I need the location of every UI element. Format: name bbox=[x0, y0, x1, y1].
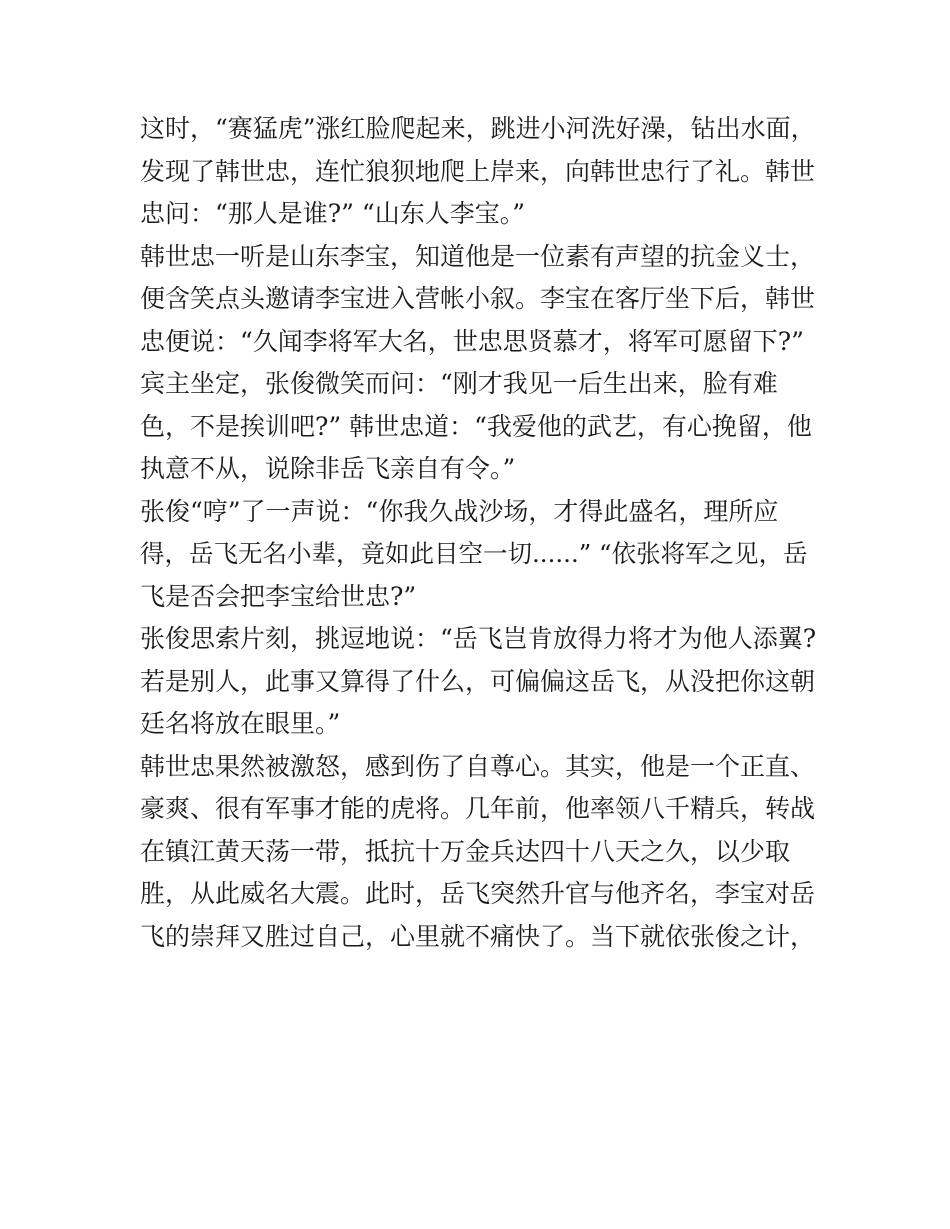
text-line: 廷名将放在眼里。” bbox=[140, 709, 341, 738]
text-line: 若是别人，此事又算得了什么，可偏偏这岳飞，从没把你这朝 bbox=[140, 666, 816, 696]
text-line: 得，岳飞无名小辈，竟如此目空一切......” “依张将军之见，岳 bbox=[140, 539, 808, 568]
text-line: 发现了韩世忠，连忙狼狈地爬上岸来，向韩世忠行了礼。韩世 bbox=[140, 156, 816, 186]
body-text bbox=[140, 108, 820, 958]
text-line: 飞是否会把李宝给世忠?” bbox=[140, 581, 417, 611]
text-line: 执意不从，说除非岳飞亲自有令。” bbox=[140, 454, 516, 483]
text-line: 便含笑点头邀请李宝进入营帐小叙。李宝在客厅坐下后，韩世 bbox=[140, 284, 816, 313]
text-line: 忠便说：“久闻李将军大名，世忠思贤慕才，将军可愿留下?” bbox=[140, 326, 804, 356]
text-line: 韩世忠一听是山东李宝，知道他是一位素有声望的抗金义士， bbox=[140, 241, 816, 271]
text-line: 张俊“哼”了一声说：“你我久战沙场，才得此盛名，理所应 bbox=[140, 496, 779, 526]
text-line: 在镇江黄天荡一带，抵抗十万金兵达四十八天之久，以少取 bbox=[140, 836, 791, 866]
text-line: 忠问：“那人是谁?” “山东人李宝。” bbox=[140, 199, 525, 228]
text-line: 色，不是挨训吧?” 韩世忠道：“我爱他的武艺，有心挽留，他 bbox=[140, 411, 812, 441]
text-line: 飞的崇拜又胜过自己，心里就不痛快了。当下就依张俊之计， bbox=[140, 921, 816, 951]
text-line: 宾主坐定，张俊微笑而问：“刚才我见一后生出来，脸有难 bbox=[140, 369, 778, 398]
text-line: 韩世忠果然被激怒，感到伤了自尊心。其实，他是一个正直、 bbox=[140, 751, 816, 781]
text-line: 张俊思索片刻，挑逗地说：“岳飞岂肯放得力将才为他人添翼? bbox=[140, 624, 817, 653]
text-line: 这时，“赛猛虎”涨红脸爬起来，跳进小河洗好澡，钻出水面， bbox=[140, 114, 816, 143]
text-line: 豪爽、很有军事才能的虎将。几年前，他率领八千精兵，转战 bbox=[140, 794, 816, 823]
text-line: 胜，从此威名大震。此时，岳飞突然升官与他齐名，李宝对岳 bbox=[140, 879, 816, 908]
